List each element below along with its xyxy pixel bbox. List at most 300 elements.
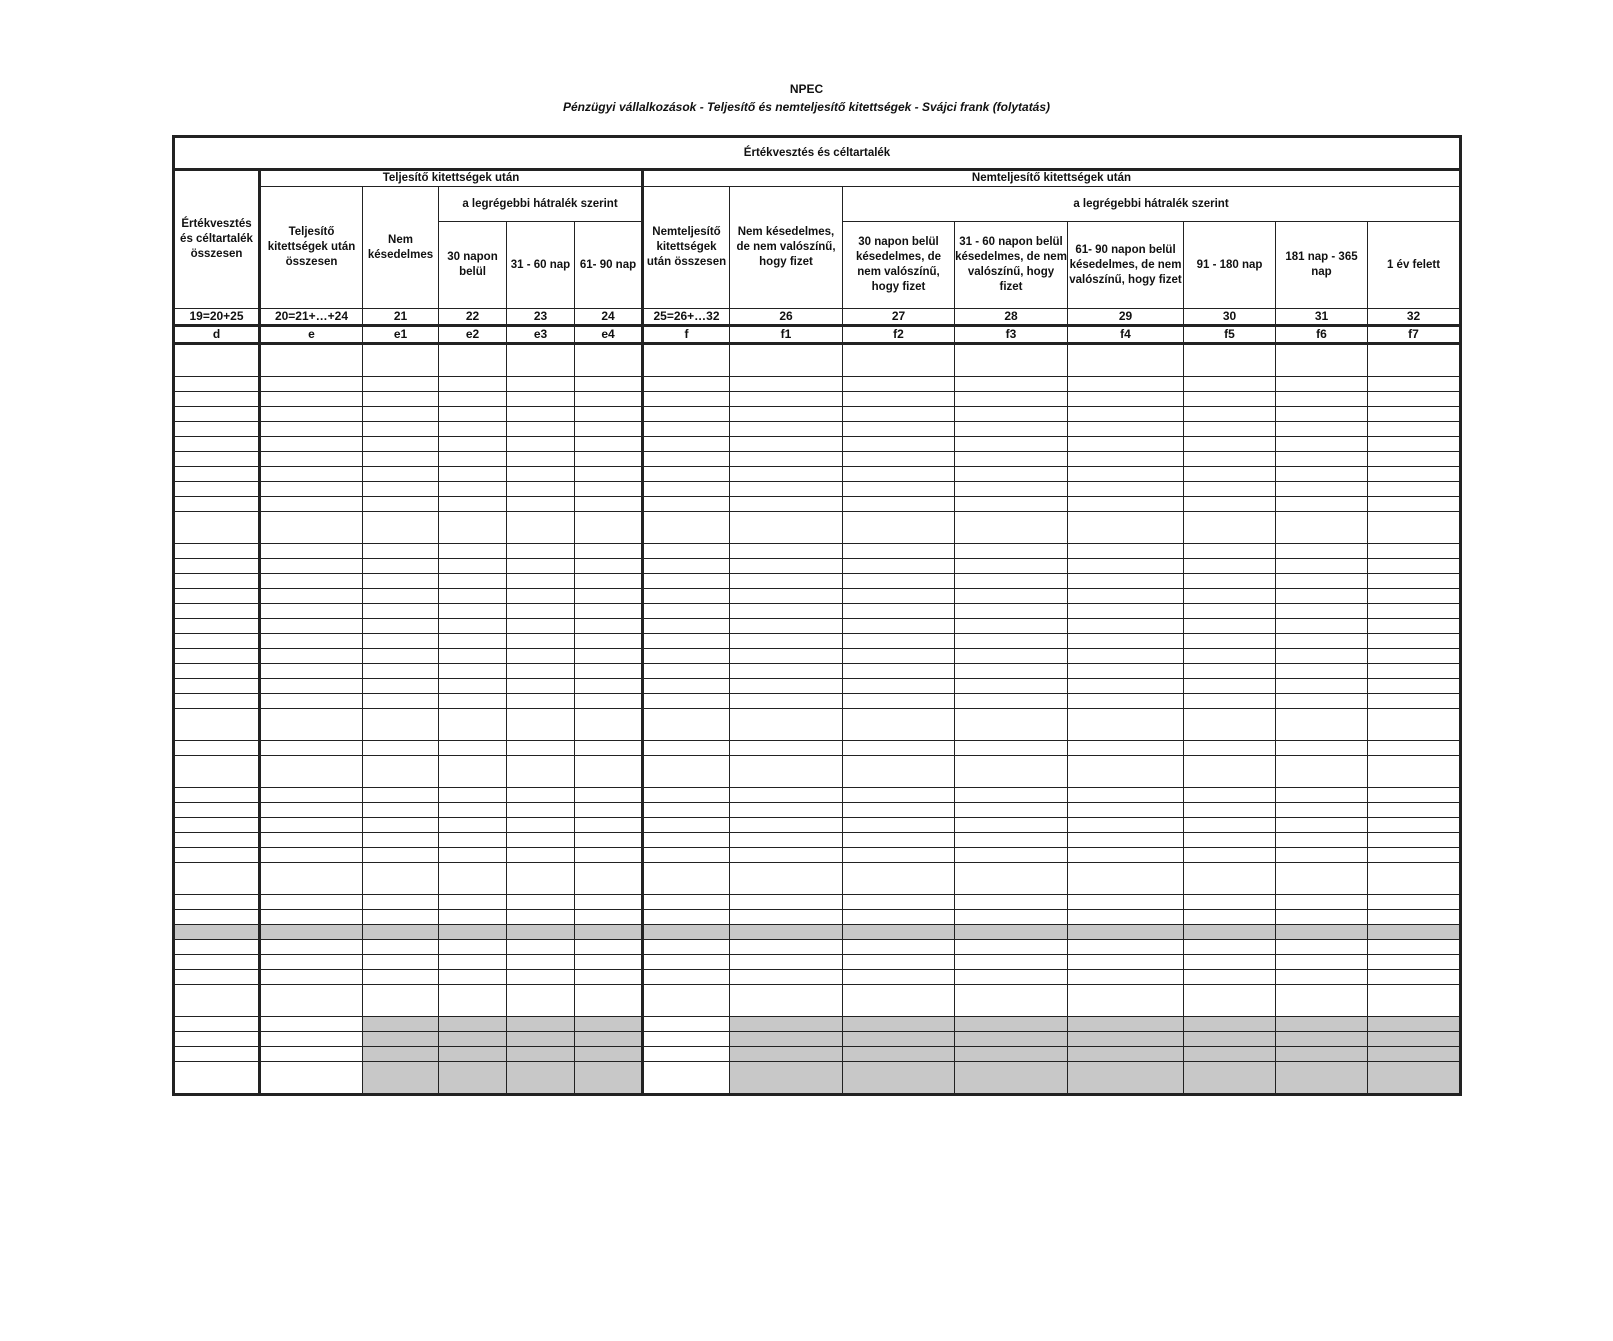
table-cell-f3[interactable] — [955, 985, 1068, 1017]
table-cell-e3[interactable] — [507, 985, 575, 1017]
table-cell-f4[interactable] — [1068, 544, 1184, 559]
table-cell-e[interactable] — [260, 634, 363, 649]
table-cell-d[interactable] — [174, 544, 260, 559]
table-cell-e2[interactable] — [439, 970, 507, 985]
table-cell-d[interactable] — [174, 437, 260, 452]
table-cell-f1[interactable] — [730, 709, 843, 741]
table-cell-e[interactable] — [260, 1017, 363, 1032]
table-cell-e1[interactable] — [363, 589, 439, 604]
table-cell-f6[interactable] — [1276, 679, 1368, 694]
table-cell-e[interactable] — [260, 559, 363, 574]
table-cell-e1[interactable] — [363, 559, 439, 574]
table-cell-e1[interactable] — [363, 679, 439, 694]
table-cell-e1[interactable] — [363, 544, 439, 559]
table-cell-d[interactable] — [174, 940, 260, 955]
table-cell-f2[interactable] — [843, 910, 955, 925]
table-cell-d[interactable] — [174, 741, 260, 756]
table-cell-e3[interactable] — [507, 544, 575, 559]
table-cell-f4[interactable] — [1068, 970, 1184, 985]
table-cell-f1[interactable] — [730, 863, 843, 895]
table-cell-f1[interactable] — [730, 559, 843, 574]
table-cell-f5[interactable] — [1184, 634, 1276, 649]
table-cell-e3[interactable] — [507, 803, 575, 818]
table-cell-f4[interactable] — [1068, 559, 1184, 574]
table-cell-f4[interactable] — [1068, 619, 1184, 634]
table-cell-f6[interactable] — [1276, 940, 1368, 955]
table-cell-e1[interactable] — [363, 452, 439, 467]
table-cell-e3[interactable] — [507, 512, 575, 544]
table-cell-f7[interactable] — [1368, 407, 1461, 422]
table-cell-f2[interactable] — [843, 709, 955, 741]
table-cell-e3[interactable] — [507, 467, 575, 482]
table-cell-e1[interactable] — [363, 985, 439, 1017]
table-cell-f[interactable] — [643, 497, 730, 512]
table-cell-e3[interactable] — [507, 559, 575, 574]
table-cell-f4[interactable] — [1068, 833, 1184, 848]
table-cell-e[interactable] — [260, 664, 363, 679]
table-cell-f3[interactable] — [955, 970, 1068, 985]
table-cell-e[interactable] — [260, 863, 363, 895]
table-cell-f3[interactable] — [955, 679, 1068, 694]
table-cell-f7[interactable] — [1368, 497, 1461, 512]
table-cell-f1[interactable] — [730, 803, 843, 818]
table-cell-e2[interactable] — [439, 392, 507, 407]
table-cell-f1[interactable] — [730, 910, 843, 925]
table-cell-e2[interactable] — [439, 664, 507, 679]
table-cell-f3[interactable] — [955, 649, 1068, 664]
table-cell-f2[interactable] — [843, 512, 955, 544]
table-cell-e1[interactable] — [363, 863, 439, 895]
table-cell-e3[interactable] — [507, 910, 575, 925]
table-cell-e3[interactable] — [507, 756, 575, 788]
table-cell-f[interactable] — [643, 863, 730, 895]
table-cell-f4[interactable] — [1068, 497, 1184, 512]
table-cell-e2[interactable] — [439, 634, 507, 649]
table-cell-e[interactable] — [260, 422, 363, 437]
table-cell-e3[interactable] — [507, 709, 575, 741]
table-cell-e1[interactable] — [363, 970, 439, 985]
table-cell-f7[interactable] — [1368, 559, 1461, 574]
table-cell-f4[interactable] — [1068, 679, 1184, 694]
table-cell-f3[interactable] — [955, 848, 1068, 863]
table-cell-f3[interactable] — [955, 482, 1068, 497]
table-cell-f4[interactable] — [1068, 467, 1184, 482]
table-cell-f6[interactable] — [1276, 344, 1368, 377]
table-cell-e2[interactable] — [439, 467, 507, 482]
table-cell-f[interactable] — [643, 679, 730, 694]
table-cell-d[interactable] — [174, 497, 260, 512]
table-cell-f7[interactable] — [1368, 709, 1461, 741]
table-cell-f6[interactable] — [1276, 985, 1368, 1017]
table-cell-e3[interactable] — [507, 344, 575, 377]
table-cell-e[interactable] — [260, 482, 363, 497]
table-cell-e2[interactable] — [439, 788, 507, 803]
table-cell-f7[interactable] — [1368, 833, 1461, 848]
table-cell-d[interactable] — [174, 756, 260, 788]
table-cell-f5[interactable] — [1184, 679, 1276, 694]
table-cell-f5[interactable] — [1184, 422, 1276, 437]
table-cell-f[interactable] — [643, 649, 730, 664]
table-cell-e1[interactable] — [363, 512, 439, 544]
table-cell-f6[interactable] — [1276, 467, 1368, 482]
table-cell-e4[interactable] — [575, 497, 643, 512]
table-cell-e1[interactable] — [363, 482, 439, 497]
table-cell-e[interactable] — [260, 574, 363, 589]
table-cell-f3[interactable] — [955, 955, 1068, 970]
table-cell-f6[interactable] — [1276, 619, 1368, 634]
table-cell-f4[interactable] — [1068, 634, 1184, 649]
table-cell-f7[interactable] — [1368, 788, 1461, 803]
table-cell-f6[interactable] — [1276, 818, 1368, 833]
table-cell-e1[interactable] — [363, 377, 439, 392]
table-cell-d[interactable] — [174, 574, 260, 589]
table-cell-f7[interactable] — [1368, 574, 1461, 589]
table-cell-f4[interactable] — [1068, 910, 1184, 925]
table-cell-f6[interactable] — [1276, 377, 1368, 392]
table-cell-e4[interactable] — [575, 955, 643, 970]
table-cell-e[interactable] — [260, 1062, 363, 1095]
table-cell-d[interactable] — [174, 1017, 260, 1032]
table-cell-d[interactable] — [174, 895, 260, 910]
table-cell-e2[interactable] — [439, 574, 507, 589]
table-cell-f7[interactable] — [1368, 467, 1461, 482]
table-cell-d[interactable] — [174, 709, 260, 741]
table-cell-f2[interactable] — [843, 604, 955, 619]
table-cell-f2[interactable] — [843, 955, 955, 970]
table-cell-f6[interactable] — [1276, 512, 1368, 544]
table-cell-e4[interactable] — [575, 664, 643, 679]
table-cell-d[interactable] — [174, 1047, 260, 1062]
table-cell-d[interactable] — [174, 422, 260, 437]
table-cell-e1[interactable] — [363, 664, 439, 679]
table-cell-f3[interactable] — [955, 619, 1068, 634]
table-cell-d[interactable] — [174, 1062, 260, 1095]
table-cell-f2[interactable] — [843, 377, 955, 392]
table-cell-e3[interactable] — [507, 649, 575, 664]
table-cell-f7[interactable] — [1368, 344, 1461, 377]
table-cell-f6[interactable] — [1276, 895, 1368, 910]
table-cell-e[interactable] — [260, 985, 363, 1017]
table-cell-f5[interactable] — [1184, 589, 1276, 604]
table-cell-f5[interactable] — [1184, 709, 1276, 741]
table-cell-f2[interactable] — [843, 895, 955, 910]
table-cell-e1[interactable] — [363, 437, 439, 452]
table-cell-e1[interactable] — [363, 604, 439, 619]
table-cell-f3[interactable] — [955, 559, 1068, 574]
table-cell-e4[interactable] — [575, 344, 643, 377]
table-cell-f4[interactable] — [1068, 985, 1184, 1017]
table-cell-f5[interactable] — [1184, 803, 1276, 818]
table-cell-e4[interactable] — [575, 895, 643, 910]
table-cell-e2[interactable] — [439, 985, 507, 1017]
table-cell-f5[interactable] — [1184, 497, 1276, 512]
table-cell-f2[interactable] — [843, 574, 955, 589]
table-cell-f5[interactable] — [1184, 392, 1276, 407]
table-cell-e1[interactable] — [363, 694, 439, 709]
table-cell-e2[interactable] — [439, 709, 507, 741]
table-cell-f4[interactable] — [1068, 664, 1184, 679]
table-cell-e1[interactable] — [363, 788, 439, 803]
table-cell-e4[interactable] — [575, 940, 643, 955]
table-cell-e[interactable] — [260, 544, 363, 559]
table-cell-f3[interactable] — [955, 512, 1068, 544]
table-cell-f2[interactable] — [843, 452, 955, 467]
table-cell-e4[interactable] — [575, 589, 643, 604]
table-cell-e3[interactable] — [507, 422, 575, 437]
table-cell-e1[interactable] — [363, 848, 439, 863]
table-cell-e3[interactable] — [507, 407, 575, 422]
table-cell-f3[interactable] — [955, 422, 1068, 437]
table-cell-e1[interactable] — [363, 344, 439, 377]
table-cell-e4[interactable] — [575, 422, 643, 437]
table-cell-f2[interactable] — [843, 497, 955, 512]
table-cell-f3[interactable] — [955, 709, 1068, 741]
table-cell-f[interactable] — [643, 788, 730, 803]
table-cell-e4[interactable] — [575, 437, 643, 452]
table-cell-e1[interactable] — [363, 756, 439, 788]
table-cell-f2[interactable] — [843, 664, 955, 679]
table-cell-f5[interactable] — [1184, 833, 1276, 848]
table-cell-f1[interactable] — [730, 392, 843, 407]
table-cell-f[interactable] — [643, 756, 730, 788]
table-cell-e2[interactable] — [439, 344, 507, 377]
table-cell-f3[interactable] — [955, 497, 1068, 512]
table-cell-f[interactable] — [643, 392, 730, 407]
table-cell-f2[interactable] — [843, 649, 955, 664]
table-cell-f2[interactable] — [843, 818, 955, 833]
table-cell-f4[interactable] — [1068, 803, 1184, 818]
table-cell-e[interactable] — [260, 467, 363, 482]
table-cell-f3[interactable] — [955, 467, 1068, 482]
table-cell-f5[interactable] — [1184, 574, 1276, 589]
table-cell-f[interactable] — [643, 970, 730, 985]
table-cell-f1[interactable] — [730, 741, 843, 756]
table-cell-e3[interactable] — [507, 482, 575, 497]
table-cell-f4[interactable] — [1068, 377, 1184, 392]
table-cell-f1[interactable] — [730, 970, 843, 985]
table-cell-f3[interactable] — [955, 589, 1068, 604]
table-cell-f7[interactable] — [1368, 512, 1461, 544]
table-cell-f5[interactable] — [1184, 895, 1276, 910]
table-cell-f5[interactable] — [1184, 544, 1276, 559]
table-cell-f6[interactable] — [1276, 574, 1368, 589]
table-cell-e2[interactable] — [439, 910, 507, 925]
table-cell-f7[interactable] — [1368, 940, 1461, 955]
table-cell-f2[interactable] — [843, 848, 955, 863]
table-cell-f6[interactable] — [1276, 544, 1368, 559]
table-cell-e4[interactable] — [575, 559, 643, 574]
table-cell-e2[interactable] — [439, 833, 507, 848]
table-cell-f5[interactable] — [1184, 955, 1276, 970]
table-cell-f6[interactable] — [1276, 848, 1368, 863]
table-cell-e2[interactable] — [439, 803, 507, 818]
table-cell-f1[interactable] — [730, 422, 843, 437]
table-cell-f2[interactable] — [843, 788, 955, 803]
table-cell-d[interactable] — [174, 407, 260, 422]
table-cell-f1[interactable] — [730, 649, 843, 664]
table-cell-f[interactable] — [643, 664, 730, 679]
table-cell-e[interactable] — [260, 694, 363, 709]
table-cell-f1[interactable] — [730, 407, 843, 422]
table-cell-e1[interactable] — [363, 649, 439, 664]
table-cell-d[interactable] — [174, 955, 260, 970]
table-cell-f5[interactable] — [1184, 377, 1276, 392]
table-cell-f4[interactable] — [1068, 709, 1184, 741]
table-cell-e1[interactable] — [363, 619, 439, 634]
table-cell-e[interactable] — [260, 833, 363, 848]
table-cell-e1[interactable] — [363, 634, 439, 649]
table-cell-f3[interactable] — [955, 377, 1068, 392]
table-cell-e[interactable] — [260, 604, 363, 619]
table-cell-f3[interactable] — [955, 574, 1068, 589]
table-cell-d[interactable] — [174, 344, 260, 377]
table-cell-d[interactable] — [174, 452, 260, 467]
table-cell-e1[interactable] — [363, 818, 439, 833]
table-cell-d[interactable] — [174, 848, 260, 863]
table-cell-f4[interactable] — [1068, 756, 1184, 788]
table-cell-f7[interactable] — [1368, 818, 1461, 833]
table-cell-f6[interactable] — [1276, 833, 1368, 848]
table-cell-f4[interactable] — [1068, 482, 1184, 497]
table-cell-e3[interactable] — [507, 574, 575, 589]
table-cell-f1[interactable] — [730, 377, 843, 392]
table-cell-f7[interactable] — [1368, 604, 1461, 619]
table-cell-e2[interactable] — [439, 694, 507, 709]
table-cell-f[interactable] — [643, 1032, 730, 1047]
table-cell-f4[interactable] — [1068, 512, 1184, 544]
table-cell-e1[interactable] — [363, 422, 439, 437]
table-cell-f[interactable] — [643, 818, 730, 833]
table-cell-e4[interactable] — [575, 649, 643, 664]
table-cell-e[interactable] — [260, 392, 363, 407]
table-cell-f2[interactable] — [843, 482, 955, 497]
table-cell-d[interactable] — [174, 619, 260, 634]
table-cell-e[interactable] — [260, 756, 363, 788]
table-cell-f5[interactable] — [1184, 694, 1276, 709]
table-cell-e2[interactable] — [439, 818, 507, 833]
table-cell-e[interactable] — [260, 741, 363, 756]
table-cell-f2[interactable] — [843, 392, 955, 407]
table-cell-f1[interactable] — [730, 467, 843, 482]
table-cell-f5[interactable] — [1184, 407, 1276, 422]
table-cell-f5[interactable] — [1184, 985, 1276, 1017]
table-cell-f3[interactable] — [955, 741, 1068, 756]
table-cell-f3[interactable] — [955, 392, 1068, 407]
table-cell-e[interactable] — [260, 910, 363, 925]
table-cell-f[interactable] — [643, 895, 730, 910]
table-cell-f5[interactable] — [1184, 482, 1276, 497]
table-cell-e3[interactable] — [507, 788, 575, 803]
table-cell-d[interactable] — [174, 589, 260, 604]
table-cell-e[interactable] — [260, 955, 363, 970]
table-cell-e4[interactable] — [575, 407, 643, 422]
table-cell-e[interactable] — [260, 377, 363, 392]
table-cell-e2[interactable] — [439, 756, 507, 788]
table-cell-e[interactable] — [260, 803, 363, 818]
table-cell-e4[interactable] — [575, 985, 643, 1017]
table-cell-f1[interactable] — [730, 833, 843, 848]
table-cell-f4[interactable] — [1068, 818, 1184, 833]
table-cell-f3[interactable] — [955, 604, 1068, 619]
table-cell-f1[interactable] — [730, 895, 843, 910]
table-cell-f6[interactable] — [1276, 497, 1368, 512]
table-cell-f6[interactable] — [1276, 970, 1368, 985]
table-cell-e4[interactable] — [575, 452, 643, 467]
table-cell-f3[interactable] — [955, 910, 1068, 925]
table-cell-f3[interactable] — [955, 452, 1068, 467]
table-cell-d[interactable] — [174, 377, 260, 392]
table-cell-e1[interactable] — [363, 895, 439, 910]
table-cell-e3[interactable] — [507, 392, 575, 407]
table-cell-e2[interactable] — [439, 940, 507, 955]
table-cell-f5[interactable] — [1184, 741, 1276, 756]
table-cell-f7[interactable] — [1368, 619, 1461, 634]
table-cell-f[interactable] — [643, 437, 730, 452]
table-cell-f1[interactable] — [730, 756, 843, 788]
table-cell-e4[interactable] — [575, 910, 643, 925]
table-cell-f6[interactable] — [1276, 756, 1368, 788]
table-cell-f4[interactable] — [1068, 895, 1184, 910]
table-cell-d[interactable] — [174, 679, 260, 694]
table-cell-f2[interactable] — [843, 803, 955, 818]
table-cell-e[interactable] — [260, 970, 363, 985]
table-cell-f5[interactable] — [1184, 467, 1276, 482]
table-cell-e4[interactable] — [575, 863, 643, 895]
table-cell-e4[interactable] — [575, 619, 643, 634]
table-cell-f2[interactable] — [843, 544, 955, 559]
table-cell-f4[interactable] — [1068, 574, 1184, 589]
table-cell-e4[interactable] — [575, 604, 643, 619]
table-cell-f5[interactable] — [1184, 452, 1276, 467]
table-cell-f1[interactable] — [730, 574, 843, 589]
table-cell-e[interactable] — [260, 940, 363, 955]
table-cell-f[interactable] — [643, 985, 730, 1017]
table-cell-f3[interactable] — [955, 344, 1068, 377]
table-cell-e4[interactable] — [575, 709, 643, 741]
table-cell-f7[interactable] — [1368, 589, 1461, 604]
table-cell-e1[interactable] — [363, 497, 439, 512]
table-cell-f[interactable] — [643, 512, 730, 544]
table-cell-e2[interactable] — [439, 955, 507, 970]
table-cell-f5[interactable] — [1184, 970, 1276, 985]
table-cell-f2[interactable] — [843, 437, 955, 452]
table-cell-f7[interactable] — [1368, 741, 1461, 756]
table-cell-e4[interactable] — [575, 741, 643, 756]
table-cell-f3[interactable] — [955, 788, 1068, 803]
table-cell-f2[interactable] — [843, 422, 955, 437]
table-cell-f5[interactable] — [1184, 818, 1276, 833]
table-cell-e4[interactable] — [575, 788, 643, 803]
table-cell-e2[interactable] — [439, 452, 507, 467]
table-cell-f2[interactable] — [843, 970, 955, 985]
table-cell-e4[interactable] — [575, 574, 643, 589]
table-cell-f1[interactable] — [730, 940, 843, 955]
table-cell-e2[interactable] — [439, 619, 507, 634]
table-cell-f3[interactable] — [955, 664, 1068, 679]
table-cell-f4[interactable] — [1068, 407, 1184, 422]
table-cell-f[interactable] — [643, 559, 730, 574]
table-cell-f2[interactable] — [843, 833, 955, 848]
table-cell-f4[interactable] — [1068, 437, 1184, 452]
table-cell-f[interactable] — [643, 709, 730, 741]
table-cell-f7[interactable] — [1368, 756, 1461, 788]
table-cell-e1[interactable] — [363, 467, 439, 482]
table-cell-e4[interactable] — [575, 392, 643, 407]
table-cell-f[interactable] — [643, 589, 730, 604]
table-cell-f2[interactable] — [843, 619, 955, 634]
table-cell-d[interactable] — [174, 970, 260, 985]
table-cell-e4[interactable] — [575, 756, 643, 788]
